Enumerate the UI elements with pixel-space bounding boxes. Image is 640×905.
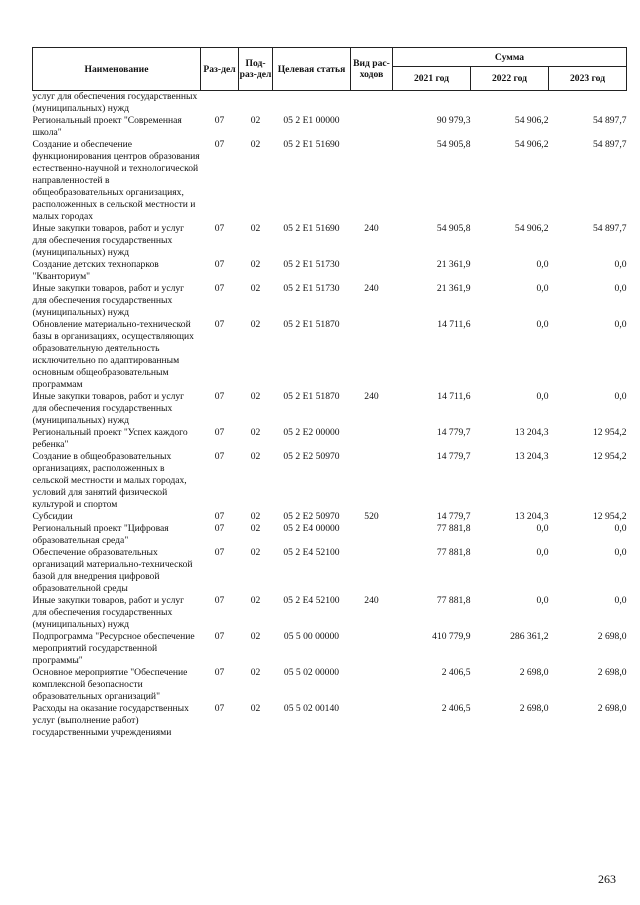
row-name: Иные закупки товаров, работ и услуг для обеспечения государственных (муниципальных) нужд [32,223,185,258]
row-sum-2021: 77 881,8 [436,595,471,606]
row-section: 07 [214,523,225,534]
row-sum-2021: 14 711,6 [437,391,471,402]
header-expense-type: Вид рас-ходов [351,48,393,91]
row-expense-type: 240 [364,595,379,606]
row-section: 07 [214,391,225,402]
row-sum-2023: 0,0 [614,259,627,270]
row-expense-type [351,547,393,595]
row-name: услуг для обеспечения государственных (муниципальных) нужд [32,91,198,114]
row-name: Региональный проект "Современная школа" [32,115,182,138]
row-subsection: 02 [250,667,261,678]
row-article: 05 5 02 00000 [283,667,340,678]
row-section: 07 [214,259,225,270]
row-sum-2022: 0,0 [536,391,549,402]
row-name: Субсидии [32,511,73,522]
row-subsection: 02 [250,283,261,294]
row-article: 05 2 E4 52100 [283,595,340,606]
row-subsection: 02 [250,223,261,234]
row-sum-2023: 0,0 [614,547,627,558]
row-subsection: 02 [250,115,261,126]
row-expense-type [351,631,393,667]
table-row [33,391,627,427]
row-expense-type [351,91,393,116]
row-sum-2022 [471,91,549,116]
row-sum-2023 [549,91,627,116]
row-section: 07 [214,319,225,330]
row-sum-2021: 14 711,6 [437,319,471,330]
row-expense-type [351,451,393,511]
row-subsection: 02 [250,259,261,270]
row-name: Создание детских технопарков "Кванториум" [32,259,159,282]
row-subsection: 02 [250,139,261,150]
header-year-2021: 2021 год [393,67,471,91]
row-sum-2022: 13 204,3 [514,511,549,522]
row-sum-2022: 54 906,2 [514,139,549,150]
row-sum-2021: 77 881,8 [436,547,471,558]
row-article: 05 2 E1 51730 [283,259,340,270]
row-subsection: 02 [250,511,261,522]
row-subsection: 02 [250,631,261,642]
row-section: 07 [214,283,225,294]
row-section: 07 [214,631,225,642]
row-section: 07 [214,595,225,606]
row-section: 07 [214,667,225,678]
table-row [33,139,627,223]
row-expense-type: 240 [364,283,379,294]
row-name: Иные закупки товаров, работ и услуг для обеспечения государственных (муниципальных) нужд [32,391,185,426]
row-expense-type [351,427,393,451]
row-sum-2023: 2 698,0 [597,703,627,714]
row-name: Создание и обеспечение функционирования центров образования естественно-научной и технологической направленностей в общеобразовательных организациях, расположенных в сельской местности и малых городах [32,139,200,222]
row-section [201,91,239,116]
row-sum-2022: 286 361,2 [510,631,549,642]
row-sum-2023: 2 698,0 [597,631,627,642]
row-section: 07 [214,703,225,714]
table-row [33,631,627,667]
row-sum-2021: 14 779,7 [436,427,471,438]
row-subsection: 02 [250,319,261,330]
row-name: Региональный проект "Успех каждого ребенка" [32,427,188,450]
row-subsection: 02 [250,427,261,438]
budget-table [32,47,627,739]
row-sum-2021: 21 361,9 [436,259,471,270]
table-row [33,511,627,523]
row-section: 07 [214,139,225,150]
row-sum-2021: 77 881,8 [436,523,471,534]
row-article: 05 2 E1 51730 [283,283,340,294]
row-sum-2023: 54 897,7 [592,115,627,126]
row-article: 05 2 E1 51870 [283,391,340,402]
row-subsection: 02 [250,547,261,558]
row-sum-2021: 54 905,8 [436,223,471,234]
row-sum-2021: 2 406,5 [441,703,471,714]
row-section: 07 [214,223,225,234]
table-row [33,319,627,391]
table-row [33,547,627,595]
table-row [33,259,627,283]
row-sum-2023: 12 954,2 [592,451,627,462]
row-sum-2022: 0,0 [536,523,549,534]
row-sum-2021: 14 779,7 [436,511,471,522]
table-row [33,115,627,139]
table-row [33,667,627,703]
row-section: 07 [214,115,225,126]
row-expense-type [351,139,393,223]
row-subsection [239,91,273,116]
row-section: 07 [214,451,225,462]
row-sum-2021: 410 779,9 [432,631,471,642]
table-row [33,451,627,511]
row-sum-2023: 54 897,7 [592,223,627,234]
row-name: Региональный проект "Цифровая образовательная среда" [32,523,169,546]
table-row [33,703,627,739]
row-sum-2023: 12 954,2 [592,511,627,522]
row-sum-2021 [393,91,471,116]
table-row [33,223,627,259]
row-article [273,91,351,116]
page-number: 263 [598,872,616,886]
header-article: Целевая статья [273,48,351,91]
row-name: Иные закупки товаров, работ и услуг для обеспечения государственных (муниципальных) нужд [32,595,185,630]
row-expense-type: 240 [364,223,379,234]
row-expense-type [351,115,393,139]
row-name: Обновление материально-технической базы в организациях, осуществляющих образовательную деятельность исключительно по адаптированным основным общеобразовательным программам [32,319,194,390]
row-article: 05 2 E4 52100 [283,547,340,558]
row-sum-2023: 12 954,2 [592,427,627,438]
row-sum-2022: 0,0 [536,259,549,270]
row-subsection: 02 [250,703,261,714]
row-name: Подпрограмма "Ресурсное обеспечение мероприятий государственной программы" [32,631,195,666]
row-article: 05 2 E1 00000 [283,115,340,126]
table-row [33,427,627,451]
row-section: 07 [214,427,225,438]
table-row [33,283,627,319]
row-article: 05 5 02 00140 [283,703,340,714]
row-sum-2023: 0,0 [614,319,627,330]
row-sum-2023: 54 897,7 [592,139,627,150]
row-name: Расходы на оказание государственных услуг (выполнение работ) государственными учреждениями [32,703,189,738]
header-section: Раз-дел [201,48,239,91]
row-article: 05 2 E1 51690 [283,139,340,150]
header-year-2022: 2022 год [471,67,549,91]
row-expense-type: 240 [364,391,379,402]
row-sum-2022: 0,0 [536,319,549,330]
row-expense-type [351,523,393,547]
row-sum-2022: 13 204,3 [514,451,549,462]
row-name: Создание в общеобразовательных организациях, расположенных в сельской местности и малых городах, условий для занятий физической культурой и спортом [32,451,187,510]
row-expense-type [351,703,393,739]
row-article: 05 2 E2 50970 [283,451,340,462]
row-expense-type [351,319,393,391]
row-sum-2022: 13 204,3 [514,427,549,438]
row-sum-2021: 14 779,7 [436,451,471,462]
row-sum-2023: 0,0 [614,523,627,534]
row-article: 05 2 E1 51870 [283,319,340,330]
row-section: 07 [214,511,225,522]
table-row [33,595,627,631]
row-expense-type [351,259,393,283]
row-subsection: 02 [250,523,261,534]
header-year-2023: 2023 год [549,67,627,91]
row-article: 05 5 00 00000 [283,631,340,642]
table-row [33,523,627,547]
row-article: 05 2 E1 51690 [283,223,340,234]
row-article: 05 2 E4 00000 [283,523,340,534]
row-sum-2022: 2 698,0 [519,703,549,714]
row-sum-2023: 0,0 [614,391,627,402]
row-sum-2023: 0,0 [614,283,627,294]
header-name: Наименование [33,48,201,91]
row-subsection: 02 [250,595,261,606]
row-sum-2022: 0,0 [536,547,549,558]
table-body [33,91,627,740]
row-name: Иные закупки товаров, работ и услуг для обеспечения государственных (муниципальных) нужд [32,283,185,318]
row-expense-type [351,667,393,703]
row-sum-2022: 0,0 [536,283,549,294]
row-name: Основное мероприятие "Обеспечение комплексной безопасности образовательных организаций" [32,667,188,702]
row-sum-2022: 2 698,0 [519,667,549,678]
header-sum: Сумма [393,48,627,67]
row-expense-type: 520 [364,511,379,522]
table-row [33,91,627,116]
row-article: 05 2 E2 00000 [283,427,340,438]
row-article: 05 2 E2 50970 [283,511,340,522]
row-sum-2021: 54 905,8 [436,139,471,150]
row-sum-2023: 2 698,0 [597,667,627,678]
header-subsection: Под-раз-дел [239,48,273,91]
row-sum-2021: 2 406,5 [441,667,471,678]
row-sum-2021: 21 361,9 [436,283,471,294]
row-section: 07 [214,547,225,558]
row-sum-2022: 0,0 [536,595,549,606]
row-sum-2022: 54 906,2 [514,115,549,126]
row-subsection: 02 [250,391,261,402]
row-sum-2023: 0,0 [614,595,627,606]
row-sum-2021: 90 979,3 [436,115,471,126]
row-name: Обеспечение образовательных организаций материально-технической базой для внедрения цифровой образовательной среды [32,547,193,594]
row-subsection: 02 [250,451,261,462]
row-sum-2022: 54 906,2 [514,223,549,234]
